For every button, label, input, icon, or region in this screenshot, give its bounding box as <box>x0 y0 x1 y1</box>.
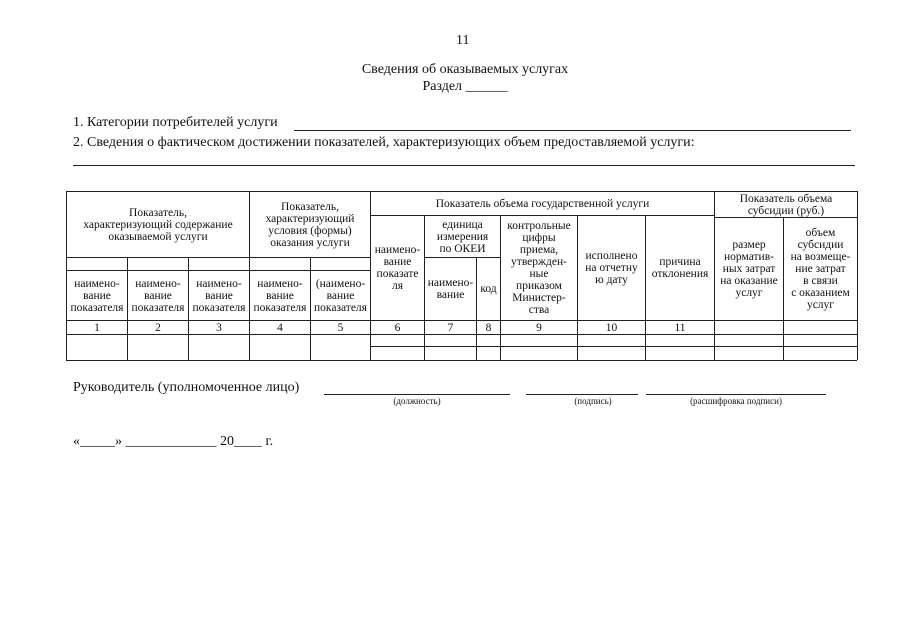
signature-label: Руководитель (уполномоченное лицо) <box>73 380 300 395</box>
header-col-5: (наимено- вание показателя <box>314 277 367 314</box>
date-line: «_____» _____________ 20____ г. <box>73 434 274 449</box>
col-number-4: 4 <box>277 321 283 334</box>
position-line <box>324 394 510 395</box>
col-number-6: 6 <box>394 321 401 334</box>
header-col-6: наимено- вание показате ля <box>374 244 421 292</box>
col-number-10: 10 <box>605 321 618 334</box>
page-number: 11 <box>456 33 470 48</box>
achievement-info-line <box>73 165 855 166</box>
signature-line <box>526 394 638 395</box>
header-col-4: наимено- вание показателя <box>253 277 307 314</box>
col-number-8: 8 <box>485 321 492 334</box>
header-okei-unit: единица измерения по ОКЕИ <box>436 218 489 255</box>
header-service-content: Показатель, характеризующий содержание оказываемой услуги <box>83 206 233 243</box>
table-rule <box>857 191 858 360</box>
consumer-categories-label: 1. Категории потребителей услуги <box>73 115 278 130</box>
col-number-5: 5 <box>337 321 344 334</box>
form-title: Сведения об оказываемых услугах <box>361 62 569 77</box>
col-number-9: 9 <box>536 321 542 334</box>
header-col-11: причина отклонения <box>651 256 709 280</box>
header-col-2: наимено- вание показателя <box>131 277 185 314</box>
section-label: Раздел ______ <box>422 79 508 94</box>
header-col-1: наимено- вание показателя <box>70 277 124 314</box>
header-subsidy-volume: объем субсидии на возмеще- ние затрат в связи с оказанием услуг <box>790 227 851 311</box>
col-number-7: 7 <box>447 321 454 334</box>
header-subsidy-indicator: Показатель объема субсидии (руб.) <box>739 192 833 217</box>
header-col-10: исполнено на отчетну ю дату <box>585 250 638 286</box>
achievement-info-label: 2. Сведения о фактическом достижении показателей, характеризующих объем предоставляемой услуги: <box>73 135 695 150</box>
header-col-7: наимено- вание <box>427 277 474 301</box>
decode-line <box>646 394 826 395</box>
header-normative-costs: размер норматив- ных затрат на оказание услуг <box>720 239 778 299</box>
decode-caption: (расшифровка подписи) <box>690 396 782 406</box>
header-col-9: контрольные цифры приема, утвержден- ные приказом Министер- ства <box>507 220 571 316</box>
header-volume-indicator: Показатель объема государственной услуги <box>435 197 650 210</box>
table-rule <box>66 334 857 335</box>
consumer-categories-line <box>294 130 851 131</box>
col-number-11: 11 <box>674 321 686 334</box>
position-caption: (должность) <box>393 396 441 406</box>
signature-caption: (подпись) <box>574 396 612 406</box>
table-rule <box>66 257 370 258</box>
header-service-conditions: Показатель, характеризующий условия (формы) оказания услуги <box>265 200 355 249</box>
col-number-2: 2 <box>155 321 161 334</box>
table-rule <box>66 360 857 361</box>
col-number-1: 1 <box>94 321 100 334</box>
header-col-8: код <box>480 283 497 295</box>
header-col-3: наимено- вание показателя <box>192 277 246 314</box>
col-number-3: 3 <box>216 321 222 334</box>
